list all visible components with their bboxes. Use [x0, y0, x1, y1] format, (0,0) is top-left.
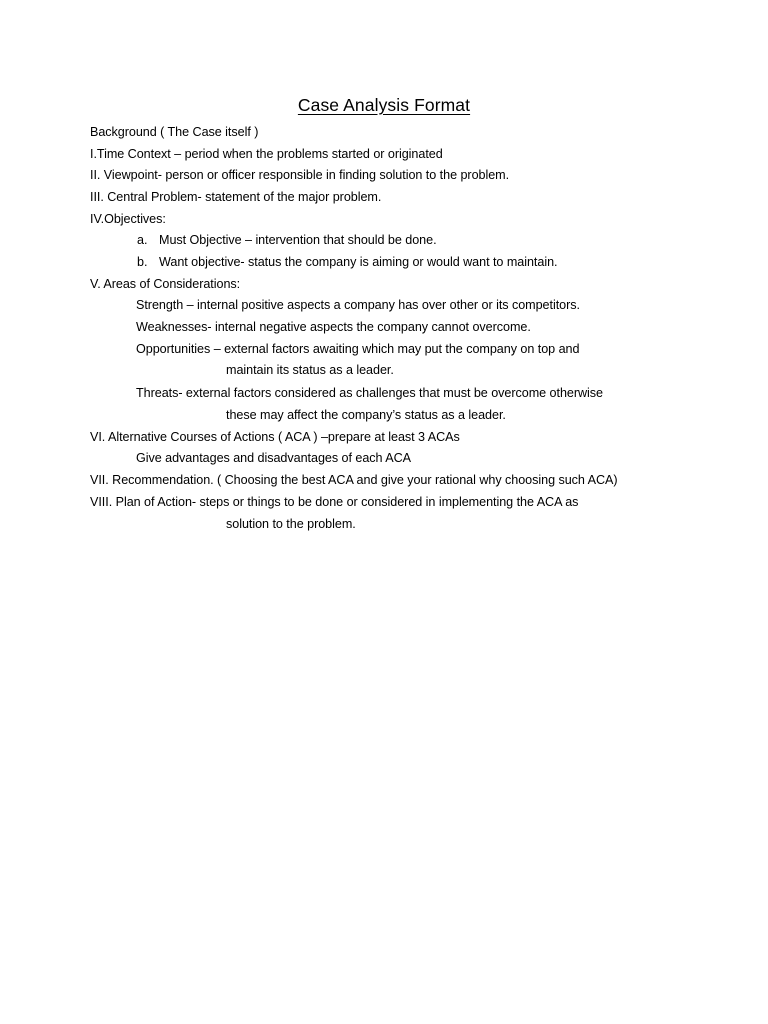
opportunities-line: Opportunities – external factors awaiting which may put the company on top and — [136, 342, 580, 356]
objective-text: Must Objective – intervention that should be done. — [159, 233, 437, 247]
document-title: Case Analysis Format — [297, 95, 471, 115]
plan-of-action-line: VIII. Plan of Action- steps or things to be done or considered in implementing the ACA as — [90, 495, 579, 509]
plan-of-action-continuation: solution to the problem. — [226, 517, 356, 531]
threats-continuation: these may affect the company’s status as a leader. — [226, 408, 506, 422]
weaknesses-line: Weaknesses- internal negative aspects the company cannot overcome. — [136, 320, 531, 334]
objectives-heading: IV.Objectives: — [90, 212, 166, 226]
time-context-line: I.Time Context – period when the problems started or originated — [90, 147, 443, 161]
areas-heading: V. Areas of Considerations: — [90, 277, 241, 291]
list-marker: b. — [137, 255, 148, 269]
alternatives-detail: Give advantages and disadvantages of each ACA — [136, 451, 412, 465]
viewpoint-line: II. Viewpoint- person or officer responsible in finding solution to the problem. — [90, 168, 510, 182]
strength-line: Strength – internal positive aspects a company has over other or its competitors. — [136, 298, 580, 312]
objective-item-a — [137, 232, 437, 248]
background-line: Background ( The Case itself ) — [90, 125, 259, 139]
opportunities-continuation: maintain its status as a leader. — [226, 363, 394, 377]
alternatives-heading: VI. Alternative Courses of Actions ( ACA ) –prepare at least 3 ACAs — [90, 430, 460, 444]
objective-text: Want objective- status the company is aiming or would want to maintain. — [159, 255, 558, 269]
list-marker: a. — [137, 233, 148, 247]
recommendation-line: VII. Recommendation. ( Choosing the best ACA and give your rational why choosing such ACA) — [90, 473, 618, 487]
central-problem-line: III. Central Problem- statement of the major problem. — [90, 190, 382, 204]
threats-line: Threats- external factors considered as challenges that must be overcome otherwise — [136, 386, 603, 400]
objective-item-b — [137, 254, 557, 270]
